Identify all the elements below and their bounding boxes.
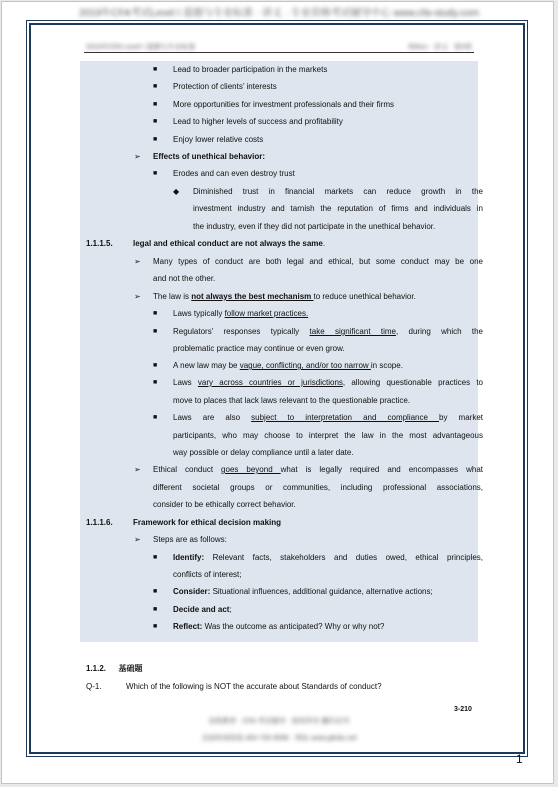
square-bullet-icon: ■ bbox=[153, 414, 158, 421]
note-line bbox=[173, 326, 483, 337]
note-line bbox=[193, 186, 483, 197]
square-bullet-icon: ■ bbox=[153, 588, 158, 595]
note-text-run: and not the other. bbox=[153, 274, 216, 283]
note-line bbox=[173, 412, 483, 423]
note-line bbox=[173, 81, 277, 92]
arrow-bullet-icon: ➢ bbox=[134, 152, 141, 161]
note-text-run: Protection of clients’ interests bbox=[173, 82, 277, 91]
arrow-bullet-icon: ➢ bbox=[134, 292, 141, 301]
note-text-run: Regulators’ responses typically bbox=[173, 327, 310, 336]
note-line bbox=[153, 482, 483, 493]
header-rule bbox=[84, 52, 474, 53]
note-text-run: , allowing questionable practices to bbox=[342, 378, 483, 387]
note-line bbox=[153, 464, 483, 475]
note-text-run: Steps are as follows: bbox=[153, 535, 227, 544]
note-text-run: Lead to higher levels of success and profitability bbox=[173, 117, 343, 126]
arrow-bullet-icon: ➢ bbox=[134, 257, 141, 266]
note-line bbox=[153, 256, 483, 267]
square-bullet-icon: ■ bbox=[153, 66, 158, 73]
subsection-number: 1.1.1.6. bbox=[86, 518, 113, 527]
square-bullet-icon: ■ bbox=[153, 136, 158, 143]
note-line bbox=[173, 99, 394, 110]
note-text-run: Identify: bbox=[173, 553, 205, 562]
note-text-run: participants, who may choose to interpret the law in the most advantageous bbox=[173, 431, 483, 440]
note-line bbox=[153, 151, 265, 162]
note-text-run: Laws typically bbox=[173, 309, 225, 318]
note-line bbox=[173, 308, 308, 319]
page-number: 3-210 bbox=[454, 706, 472, 713]
square-bullet-icon: ■ bbox=[153, 170, 158, 177]
top-watermark: 2019年CFA考试Level I 道德与专业标准 · 讲义 · 专业资格考试辅导中心 www.cfa-study.com bbox=[79, 8, 479, 19]
note-line bbox=[173, 377, 483, 388]
diamond-bullet-icon: ◆ bbox=[173, 187, 180, 196]
note-text-run: vary across countries or jurisdictions bbox=[197, 378, 343, 387]
square-bullet-icon: ■ bbox=[153, 310, 158, 317]
note-line bbox=[173, 116, 343, 127]
note-text-run: consider to be ethically correct behavior. bbox=[153, 500, 296, 509]
arrow-bullet-icon: ➢ bbox=[134, 535, 141, 544]
note-text-run: not always the best mechanism bbox=[191, 292, 314, 301]
note-text-run: Erodes and can even destroy trust bbox=[173, 169, 295, 178]
running-header-left: 2019年CFA Level I 道德与专业标准 bbox=[86, 44, 196, 51]
note-text-run: Diminished trust in financial markets can reduce growth in the bbox=[193, 187, 483, 196]
note-line bbox=[173, 395, 410, 406]
note-text-run: move to places that lack laws relevant to the questionable practice. bbox=[173, 396, 411, 405]
note-line bbox=[173, 360, 403, 371]
note-text-run: Many types of conduct are both legal and ethical, but some conduct may be one bbox=[153, 257, 483, 266]
note-text-run: Enjoy lower relative costs bbox=[173, 135, 264, 144]
note-text-run: problematic practice may continue or even grow. bbox=[173, 344, 345, 353]
note-line bbox=[173, 569, 241, 580]
square-bullet-icon: ■ bbox=[153, 118, 158, 125]
note-text-run: Effects of unethical behavior: bbox=[153, 152, 266, 161]
note-line bbox=[153, 499, 296, 510]
note-text-run: . bbox=[322, 239, 326, 248]
note-line bbox=[153, 291, 416, 302]
square-bullet-icon: ■ bbox=[153, 328, 158, 335]
running-header-right: Ethics · 讲义 · 第3章 bbox=[408, 44, 472, 51]
note-text-run: Lead to broader participation in the markets bbox=[173, 65, 328, 74]
square-bullet-icon: ■ bbox=[153, 554, 158, 561]
note-text-run: the industry, even if they did not participate in the unethical behavior. bbox=[193, 222, 436, 231]
note-text-run: legal and ethical conduct are not always the same bbox=[133, 239, 323, 248]
square-bullet-icon: ■ bbox=[153, 83, 158, 90]
arrow-bullet-icon: ➢ bbox=[134, 465, 141, 474]
note-line bbox=[173, 552, 483, 563]
note-text-run: Decide and act bbox=[173, 605, 230, 614]
note-text-run: take significant time bbox=[309, 327, 396, 336]
note-line bbox=[153, 534, 227, 545]
note-text-run: Laws are also bbox=[173, 413, 252, 422]
subsection-title bbox=[133, 238, 325, 249]
note-text-run: A new law may be bbox=[173, 361, 240, 370]
note-line bbox=[173, 604, 232, 615]
note-text-run: to reduce unethical behavior. bbox=[313, 292, 416, 301]
note-text-run: conflicts of interest; bbox=[173, 570, 242, 579]
note-text-run: follow market practices. bbox=[224, 309, 309, 318]
note-text-run: Laws bbox=[173, 378, 198, 387]
note-text-run: way possible or delay compliance until a later date. bbox=[173, 448, 354, 457]
note-line bbox=[173, 64, 327, 75]
note-line bbox=[173, 621, 384, 632]
corner-page-number: 1 bbox=[516, 752, 523, 766]
note-text-run: Was the outcome as anticipated? Why or why not? bbox=[202, 622, 385, 631]
note-text-run: Consider: bbox=[173, 587, 211, 596]
section-number: 1.1.2. bbox=[86, 664, 107, 673]
footer-line-2: 全国咨询热线 400-700-9596 · 网址 www.gfedu.net bbox=[201, 735, 357, 742]
note-text-run: vague, conflicting, and/or too narrow bbox=[239, 361, 371, 370]
note-line bbox=[173, 447, 354, 458]
note-text-run: Ethical conduct bbox=[153, 465, 222, 474]
note-line bbox=[173, 586, 433, 597]
note-text-run: More opportunities for investment professionals and their firms bbox=[173, 100, 394, 109]
note-text-run: The law is bbox=[153, 292, 192, 301]
square-bullet-icon: ■ bbox=[153, 606, 158, 613]
note-line bbox=[173, 430, 483, 441]
note-line bbox=[153, 273, 215, 284]
square-bullet-icon: ■ bbox=[153, 101, 158, 108]
note-text-run: , during which the bbox=[395, 327, 483, 336]
subsection-title bbox=[133, 517, 281, 528]
note-text-run: what is legally required and encompasses what bbox=[280, 465, 483, 474]
note-line bbox=[173, 343, 345, 354]
question-number: Q-1. bbox=[86, 682, 102, 691]
note-text-run: in scope. bbox=[370, 361, 403, 370]
note-text-run: goes beyond bbox=[221, 465, 281, 474]
note-text-run: different societal groups or communities, including professional associations, bbox=[153, 483, 483, 492]
note-line bbox=[193, 203, 483, 214]
footer-line-1: 金程教育 · CFA 考试辅导 · 版权所有 翻印必究 bbox=[208, 718, 350, 725]
note-text-run: Reflect: bbox=[173, 622, 203, 631]
note-text-run: Relevant facts, stakeholders and duties owed, ethical principles, bbox=[204, 553, 483, 562]
square-bullet-icon: ■ bbox=[153, 623, 158, 630]
note-text-run: Situational influences, additional guidance, alternative actions; bbox=[210, 587, 433, 596]
note-text-run: ; bbox=[229, 605, 232, 614]
note-text-run: investment industry and tarnish the reputation of firms and individuals in bbox=[193, 204, 483, 213]
note-line bbox=[173, 134, 263, 145]
section-heading bbox=[86, 663, 142, 674]
note-text-run: by market bbox=[439, 413, 484, 422]
subsection-number: 1.1.1.5. bbox=[86, 239, 113, 248]
square-bullet-icon: ■ bbox=[153, 379, 158, 386]
section-title: 基础题 bbox=[118, 664, 143, 673]
note-line bbox=[193, 221, 435, 232]
note-text-run: subject to interpretation and compliance bbox=[251, 413, 440, 422]
square-bullet-icon: ■ bbox=[153, 362, 158, 369]
question-text: Which of the following is NOT the accurate about Standards of conduct? bbox=[126, 682, 382, 691]
note-line bbox=[173, 168, 295, 179]
note-text-run: Framework for ethical decision making bbox=[133, 518, 282, 527]
